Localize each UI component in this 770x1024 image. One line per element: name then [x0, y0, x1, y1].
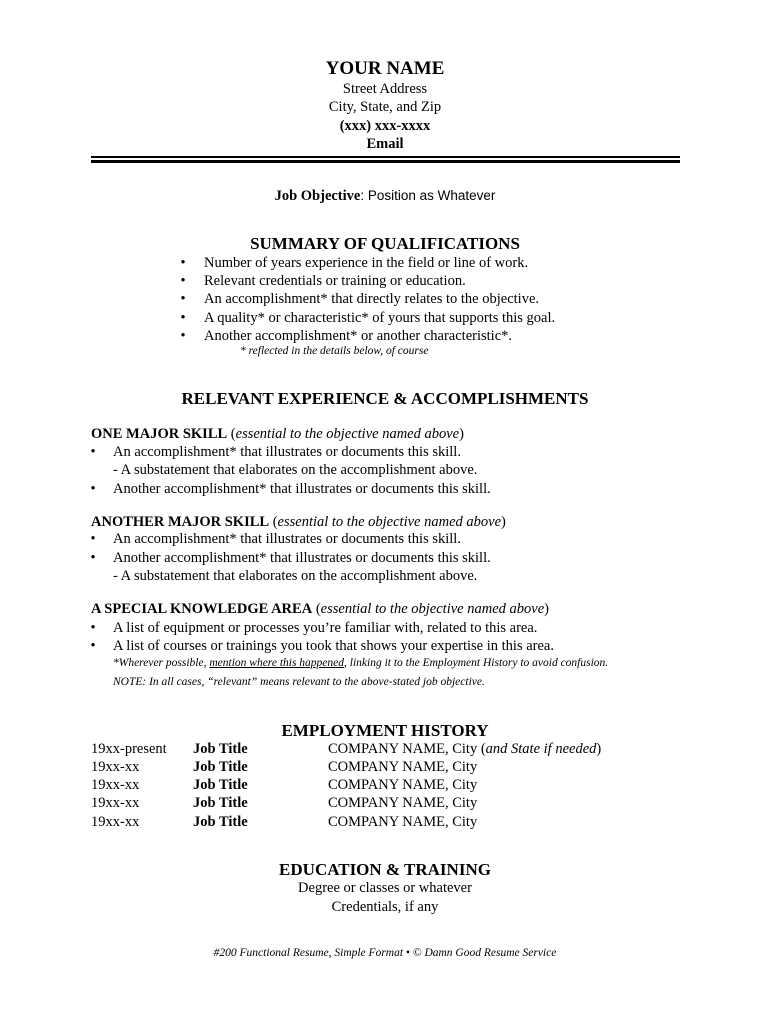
summary-item: An accomplishment* that directly relates to the objective.: [204, 291, 540, 307]
skill-name: A SPECIAL KNOWLEDGE AREA: [91, 601, 313, 617]
accomplishment-item: An accomplishment* that illustrates or documents this skill.: [113, 444, 461, 460]
note-text: , linking it to the Employment History to avoid confusion.: [344, 657, 609, 669]
accomplishment-item: An accomplishment* that illustrates or documents this skill.: [113, 531, 461, 547]
employment-job-title: Job Title: [193, 814, 248, 830]
summary-item: Number of years experience in the field or line of work.: [204, 255, 529, 271]
skill-qualifier: essential to the objective named above: [320, 601, 545, 617]
summary-item: Another accomplishment* or another characteristic*.: [204, 328, 513, 344]
education-title: EDUCATION & TRAINING: [279, 860, 491, 879]
bullet-icon: •: [90, 620, 96, 636]
skill-heading: ANOTHER MAJOR SKILL (essential to the objective named above): [91, 514, 506, 530]
bullet-icon: •: [90, 481, 96, 497]
experience-title: RELEVANT EXPERIENCE & ACCOMPLISHMENTS: [181, 389, 589, 408]
accomplishment-item: Another accomplishment* that illustrates or documents this skill.: [113, 481, 491, 497]
skill-qualifier: essential to the objective named above: [277, 514, 501, 530]
employment-job-title: Job Title: [193, 795, 248, 811]
skill-qualifier: essential to the objective named above: [235, 426, 460, 442]
education-line: Credentials, if any: [331, 899, 439, 915]
street-address: Street Address: [342, 81, 428, 97]
knowledge-item: A list of courses or trainings you took that shows your expertise in this area.: [113, 638, 554, 654]
knowledge-item: A list of equipment or processes you’re familiar with, related to this area.: [113, 620, 538, 636]
resume-name: YOUR NAME: [325, 58, 445, 79]
note-text: *Wherever possible,: [113, 657, 210, 669]
bullet-icon: •: [180, 328, 186, 344]
accomplishment-item: Another accomplishment* that illustrates or documents this skill.: [113, 550, 491, 566]
substatement: - A substatement that elaborates on the accomplishment above.: [113, 462, 478, 478]
bullet-icon: •: [180, 291, 186, 307]
skill-name: ANOTHER MAJOR SKILL: [91, 514, 270, 530]
footer-credit: #200 Functional Resume, Simple Format • © Damn Good Resume Service: [213, 947, 557, 959]
header-rule-thick: [91, 160, 680, 163]
phone-number: (xxx) xxx-xxxx: [339, 118, 431, 134]
employment-dates: 19xx-xx: [91, 795, 140, 811]
skill-heading: ONE MAJOR SKILL (essential to the objective named above): [91, 426, 464, 442]
skill-heading: A SPECIAL KNOWLEDGE AREA (essential to the objective named above): [91, 601, 549, 617]
employment-dates: 19xx-xx: [91, 777, 140, 793]
employment-dates: 19xx-xx: [91, 759, 140, 775]
substatement: - A substatement that elaborates on the accomplishment above.: [113, 568, 478, 584]
bullet-icon: •: [90, 638, 96, 654]
city-state-zip: City, State, and Zip: [328, 99, 442, 115]
employment-company: COMPANY NAME, City: [328, 759, 478, 775]
job-objective: [0, 188, 770, 205]
company-close: ): [596, 741, 602, 757]
email: Email: [366, 136, 404, 152]
employment-title: EMPLOYMENT HISTORY: [281, 721, 489, 740]
bullet-icon: •: [180, 310, 186, 326]
relevance-note: NOTE: In all cases, “relevant” means relevant to the above-stated job objective.: [113, 676, 485, 688]
employment-company: COMPANY NAME, City: [328, 814, 478, 830]
summary-title: SUMMARY OF QUALIFICATIONS: [250, 234, 520, 253]
employment-company: [328, 741, 601, 758]
employment-dates: 19xx-present: [91, 741, 167, 757]
education-line: Degree or classes or whatever: [298, 880, 472, 896]
bullet-icon: •: [90, 444, 96, 460]
company-name: COMPANY NAME, City (: [328, 741, 486, 757]
employment-job-title: Job Title: [193, 777, 248, 793]
objective-label: Job Objective: [274, 188, 361, 204]
employment-dates: 19xx-xx: [91, 814, 140, 830]
summary-item: A quality* or characteristic* of yours that supports this goal.: [204, 310, 556, 326]
header-rule-thin: [91, 156, 680, 158]
employment-company: COMPANY NAME, City: [328, 795, 478, 811]
bullet-icon: •: [90, 550, 96, 566]
employment-job-title: Job Title: [193, 741, 248, 757]
skill-name: ONE MAJOR SKILL: [91, 426, 228, 442]
note-underlined-text: mention where this happened: [209, 657, 345, 669]
employment-job-title: Job Title: [193, 759, 248, 775]
bullet-icon: •: [180, 273, 186, 289]
bullet-icon: •: [180, 255, 186, 271]
objective-text: : Position as Whatever: [360, 188, 496, 203]
knowledge-note: [113, 657, 608, 669]
summary-note: * reflected in the details below, of course: [240, 345, 429, 357]
summary-item: Relevant credentials or training or education.: [204, 273, 466, 289]
employment-company: COMPANY NAME, City: [328, 777, 478, 793]
bullet-icon: •: [90, 531, 96, 547]
company-extra: and State if needed: [485, 741, 597, 757]
